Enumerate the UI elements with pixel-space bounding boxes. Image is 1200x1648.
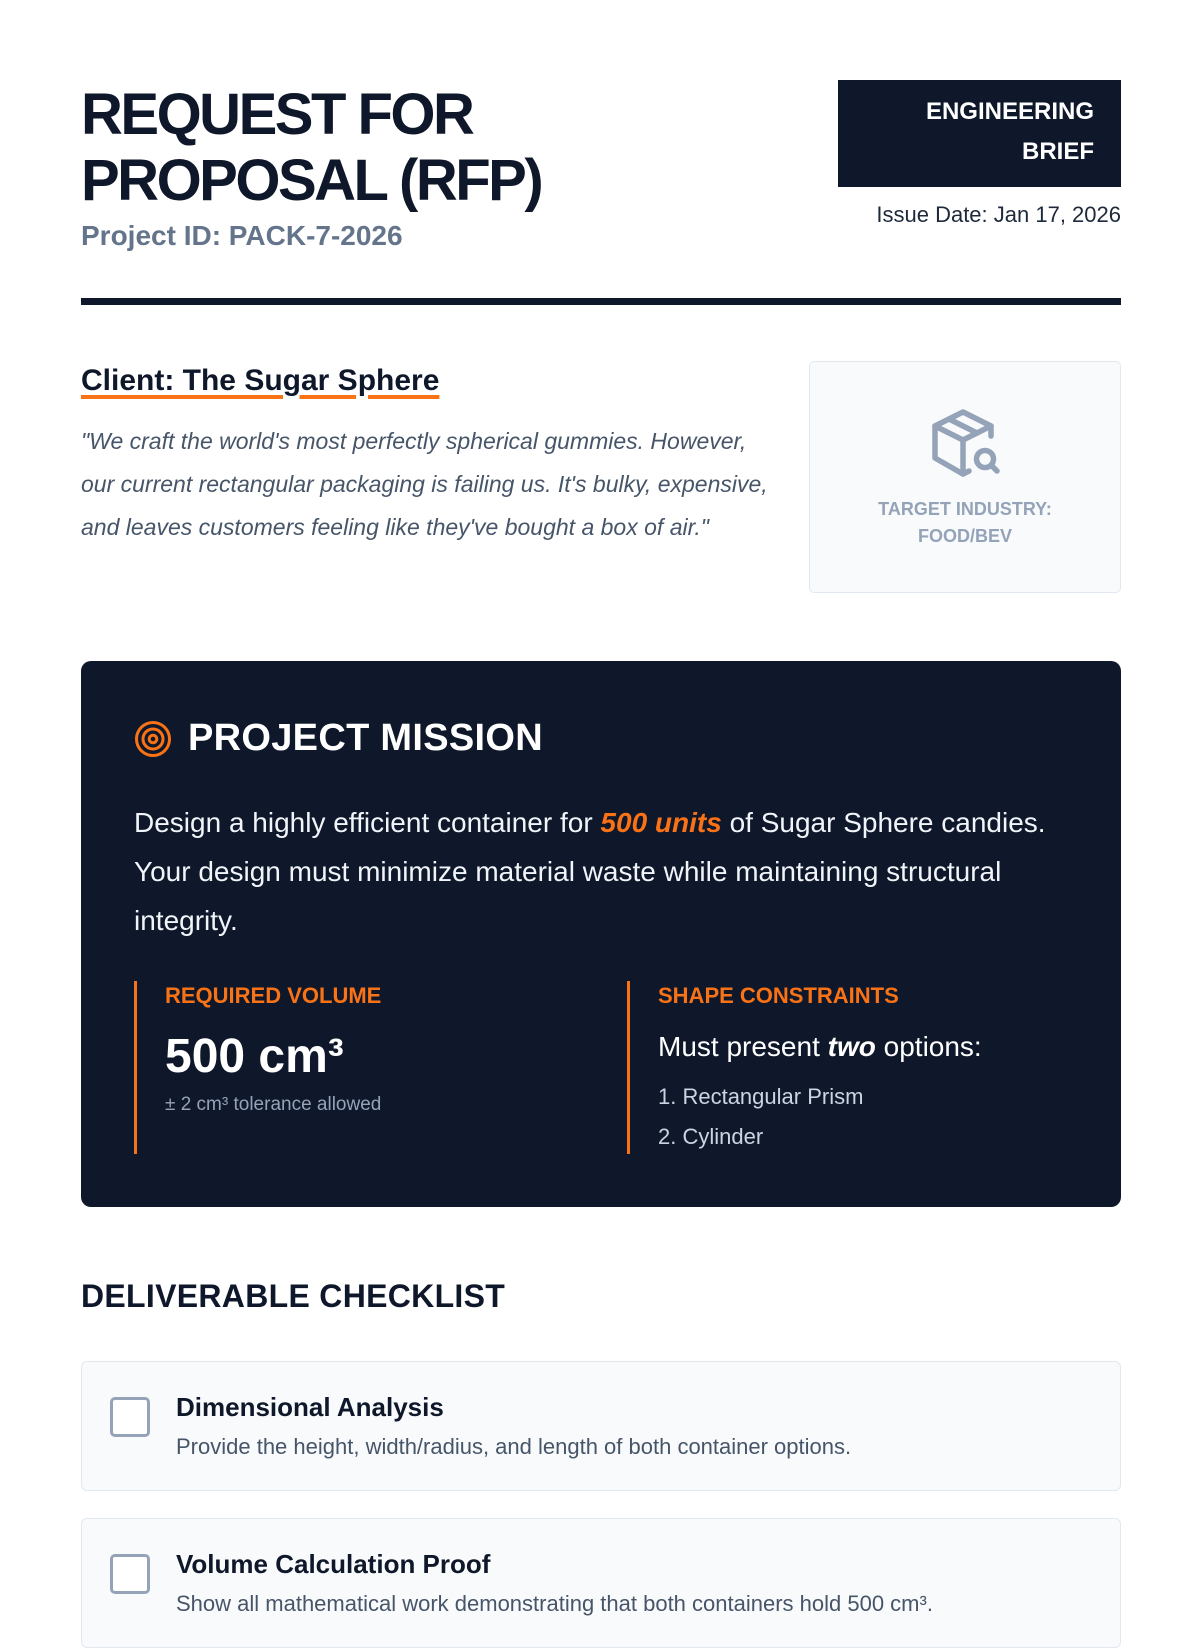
checklist-item-name: Dimensional Analysis xyxy=(176,1392,444,1422)
volume-value: 500 cm³ xyxy=(165,1030,344,1083)
shape-option-rectangular-prism: 1. Rectangular Prism xyxy=(658,1084,864,1109)
shape-requirement-tail: options: xyxy=(875,1031,982,1062)
volume-spec xyxy=(134,981,574,1154)
mission-unit-count: 500 units xyxy=(600,807,722,838)
volume-label: REQUIRED VOLUME xyxy=(165,983,382,1008)
client-section xyxy=(81,364,771,549)
shape-spec xyxy=(627,981,1067,1154)
header-divider xyxy=(81,298,1121,305)
mission-text-tail: of Sugar Sphere candies. Your design must minimize material waste while maintaining structural integrity. xyxy=(134,807,1046,936)
client-quote: "We craft the world's most perfectly spherical gummies. However, our current rectangular packaging is failing us. It's bulky, expensive, and leaves customers feeling like they've bought a box of air." xyxy=(81,428,768,540)
mission-title: PROJECT MISSION xyxy=(188,717,543,759)
shape-option-count: two xyxy=(827,1031,876,1062)
shape-requirement xyxy=(658,1031,1067,1063)
target-icon xyxy=(134,720,172,758)
document-header xyxy=(81,80,1121,306)
issue-date: Issue Date: Jan 17, 2026 xyxy=(876,202,1121,227)
checklist-item-description: Show all mathematical work demonstrating that both containers hold 500 cm³. xyxy=(176,1591,933,1616)
checklist-checkbox[interactable] xyxy=(110,1397,150,1437)
mission-panel xyxy=(81,661,1121,1207)
industry-label: TARGET INDUSTRY: FOOD/BEV xyxy=(878,499,1052,546)
checklist-checkbox[interactable] xyxy=(110,1554,150,1594)
client-name: Client: The Sugar Sphere xyxy=(81,364,440,397)
checklist-item xyxy=(81,1518,1121,1648)
page-title: REQUEST FOR PROPOSAL (RFP) xyxy=(81,82,542,213)
shape-option-cylinder: 2. Cylinder xyxy=(658,1124,764,1149)
checklist-title: DELIVERABLE CHECKLIST xyxy=(81,1278,506,1314)
checklist-item xyxy=(81,1361,1121,1491)
package-search-icon xyxy=(929,406,1001,482)
shape-options xyxy=(658,1077,1067,1157)
shape-requirement-lead: Must present xyxy=(658,1031,828,1062)
shape-label: SHAPE CONSTRAINTS xyxy=(658,983,899,1008)
rfp-page xyxy=(81,0,1121,1616)
mission-text xyxy=(134,798,1074,945)
project-id: Project ID: PACK-7-2026 xyxy=(81,220,403,251)
mission-heading xyxy=(134,717,543,760)
brief-badge: ENGINEERING BRIEF xyxy=(838,80,1121,187)
industry-card xyxy=(809,361,1121,593)
volume-tolerance: ± 2 cm³ tolerance allowed xyxy=(165,1094,382,1115)
mission-text-lead: Design a highly efficient container for xyxy=(134,807,601,838)
checklist-item-name: Volume Calculation Proof xyxy=(176,1549,491,1579)
checklist-item-description: Provide the height, width/radius, and length of both container options. xyxy=(176,1434,852,1459)
